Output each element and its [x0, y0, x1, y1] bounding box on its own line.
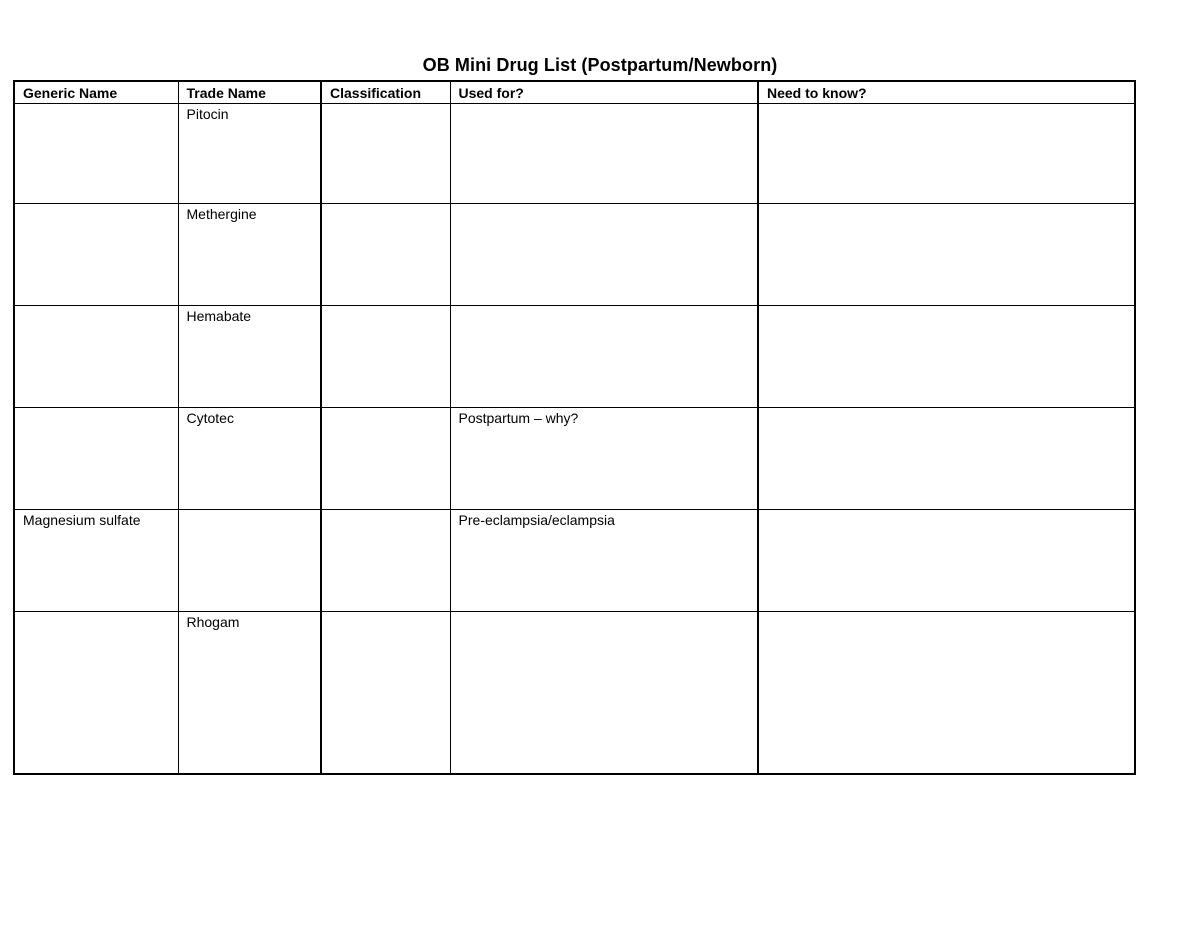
- classification-cell: [321, 510, 450, 612]
- classification-cell: [321, 104, 450, 204]
- trade-name-cell: [178, 510, 321, 612]
- classification-cell: [321, 408, 450, 510]
- classification-cell: [321, 306, 450, 408]
- table-row: [14, 104, 1135, 204]
- generic-name-cell: [14, 104, 178, 204]
- need-to-know-cell: [758, 510, 1135, 612]
- document-title: OB Mini Drug List (Postpartum/Newborn): [422, 55, 778, 75]
- used-for-cell: [450, 612, 758, 775]
- header-row: [14, 81, 1135, 104]
- need-to-know-cell: [758, 104, 1135, 204]
- need-to-know-cell: [758, 306, 1135, 408]
- trade-name-cell: Hemabate: [178, 306, 321, 408]
- header-need-to-know: Need to know?: [758, 81, 1135, 104]
- trade-name-cell: Rhogam: [178, 612, 321, 775]
- generic-name-cell: [14, 306, 178, 408]
- used-for-cell: [450, 204, 758, 306]
- used-for-cell: Pre-eclampsia/eclampsia: [450, 510, 758, 612]
- table-row: [14, 612, 1135, 775]
- generic-name-cell: [14, 204, 178, 306]
- used-for-cell: Postpartum – why?: [450, 408, 758, 510]
- drug-table: [13, 80, 1136, 775]
- trade-name-cell: Methergine: [178, 204, 321, 306]
- generic-name-cell: Magnesium sulfate: [14, 510, 178, 612]
- classification-cell: [321, 204, 450, 306]
- classification-cell: [321, 612, 450, 775]
- header-used-for: Used for?: [450, 81, 758, 104]
- header-classification: Classification: [321, 81, 450, 104]
- table-row: [14, 204, 1135, 306]
- header-trade-name: Trade Name: [178, 81, 321, 104]
- table-row: [14, 306, 1135, 408]
- table-row: [14, 510, 1135, 612]
- header-generic-name: Generic Name: [14, 81, 178, 104]
- table-row: [14, 408, 1135, 510]
- used-for-cell: [450, 104, 758, 204]
- need-to-know-cell: [758, 408, 1135, 510]
- need-to-know-cell: [758, 204, 1135, 306]
- need-to-know-cell: [758, 612, 1135, 775]
- used-for-cell: [450, 306, 758, 408]
- trade-name-cell: Cytotec: [178, 408, 321, 510]
- generic-name-cell: [14, 612, 178, 775]
- trade-name-cell: Pitocin: [178, 104, 321, 204]
- generic-name-cell: [14, 408, 178, 510]
